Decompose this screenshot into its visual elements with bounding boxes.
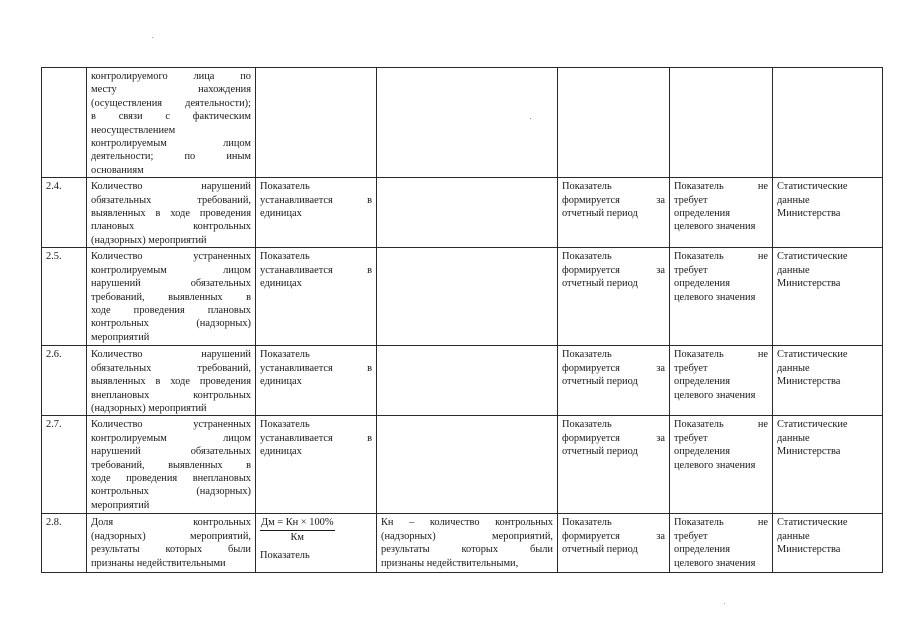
source-cell: [773, 68, 883, 178]
target-cell: [670, 178, 773, 248]
source-cell-line: Министерства: [777, 208, 841, 220]
source-cell-line: Министерства: [777, 278, 841, 290]
formula-denominator: Км: [290, 531, 305, 543]
row-number: 2.4.: [42, 178, 87, 248]
period-cell-line: формируется за: [562, 194, 665, 206]
formula-cell: [256, 514, 377, 573]
indicator-name-line: (осуществления деятельности);: [91, 97, 251, 109]
formula-numerator: Дм = Кн × 100%: [260, 516, 335, 530]
source-cell-line: Статистические: [777, 419, 848, 431]
source-cell-line: данные: [777, 264, 810, 276]
indicator-name-line: результаты которых были: [91, 544, 251, 556]
target-cell-line: целевого значения: [674, 221, 756, 233]
indicator-name-line: основаниям: [91, 164, 144, 176]
period-cell-line: формируется за: [562, 530, 665, 542]
source-cell-line: Статистические: [777, 349, 848, 361]
indicator-name-line: признаны недействительными: [91, 557, 226, 569]
table-row: [42, 178, 883, 248]
indicator-name: [87, 416, 256, 514]
indicator-name-line: ходе проведения внеплановых: [91, 472, 251, 484]
period-cell-line: отчетный период: [562, 446, 638, 458]
target-cell-line: Показатель не: [674, 181, 768, 193]
period-cell-line: формируется за: [562, 432, 665, 444]
period-cell: [558, 346, 670, 416]
table-row: [42, 68, 883, 178]
formula-cell-line: единицах: [260, 208, 302, 220]
indicator-name-line: контролируемым лицом: [91, 264, 251, 276]
indicator-name-line: внеплановых контрольных: [91, 389, 251, 401]
indicator-name-line: выявленных в ходе проведения: [91, 376, 251, 388]
indicator-name-line: контролируемым лицом: [91, 432, 251, 444]
formula-cell-line: устанавливается в: [260, 362, 372, 374]
period-cell-line: Показатель: [562, 251, 612, 263]
target-cell: [670, 346, 773, 416]
indicator-name-line: контролируемым лицом: [91, 138, 251, 150]
target-cell-line: определения: [674, 544, 731, 556]
source-cell-line: данные: [777, 194, 810, 206]
table-row: [42, 514, 883, 573]
indicator-name-line: деятельности; по иным: [91, 151, 251, 163]
indicator-name-line: контрольных (надзорных): [91, 318, 251, 330]
formula-cell: [256, 248, 377, 346]
indicator-name-line: неосуществлением: [91, 124, 176, 136]
indicator-name-line: обязательных требований,: [91, 362, 251, 374]
scan-speck: [152, 37, 153, 38]
formula-cell-line: устанавливается в: [260, 264, 372, 276]
period-cell-line: отчетный период: [562, 208, 638, 220]
indicator-name-line: (надзорных) мероприятий: [91, 402, 207, 414]
formula-cell: [256, 416, 377, 514]
row-number: 2.7.: [42, 416, 87, 514]
indicator-name-line: контрольных (надзорных): [91, 486, 251, 498]
row-number: 2.6.: [42, 346, 87, 416]
formula-cell: [256, 68, 377, 178]
source-cell-line: Министерства: [777, 544, 841, 556]
indicator-name-line: плановых контрольных: [91, 221, 251, 233]
period-cell-line: Показатель: [562, 419, 612, 431]
target-cell-line: Показатель не: [674, 349, 768, 361]
target-cell-line: определения: [674, 208, 731, 220]
source-cell-line: Статистические: [777, 251, 848, 263]
indicator-name-line: выявленных в ходе проведения: [91, 208, 251, 220]
target-cell-line: определения: [674, 446, 731, 458]
indicator-name: [87, 514, 256, 573]
source-cell: [773, 178, 883, 248]
indicator-name-line: Количество устраненных: [91, 251, 251, 263]
indicator-name-line: Доля контрольных: [91, 517, 251, 529]
indicator-name: [87, 178, 256, 248]
formula-cell-line: единицах: [260, 446, 302, 458]
comment-cell: [377, 248, 558, 346]
table-row: [42, 346, 883, 416]
comment-cell: [377, 514, 558, 573]
indicator-name-line: Количество нарушений: [91, 349, 251, 361]
period-cell-line: Показатель: [562, 349, 612, 361]
formula-cell-line: устанавливается в: [260, 432, 372, 444]
source-cell-line: данные: [777, 432, 810, 444]
period-cell: [558, 416, 670, 514]
indicator-name-line: нарушений обязательных: [91, 446, 251, 458]
target-cell-line: определения: [674, 376, 731, 388]
source-cell-line: Статистические: [777, 181, 848, 193]
source-cell: [773, 416, 883, 514]
indicator-name-line: в связи с фактическим: [91, 111, 251, 123]
formula-fraction: [260, 516, 335, 544]
formula-cell-line: Показатель: [260, 251, 310, 263]
source-cell-line: Министерства: [777, 376, 841, 388]
target-cell-line: целевого значения: [674, 557, 756, 569]
formula-cell: [256, 178, 377, 248]
formula-cell-line: единицах: [260, 376, 302, 388]
source-cell: [773, 248, 883, 346]
indicator-name-line: Количество нарушений: [91, 181, 251, 193]
comment-cell: [377, 68, 558, 178]
target-cell-line: Показатель не: [674, 419, 768, 431]
target-cell: [670, 416, 773, 514]
comment-cell-line: Кн – количество контрольных: [381, 517, 553, 529]
row-number: 2.5.: [42, 248, 87, 346]
period-cell-line: отчетный период: [562, 376, 638, 388]
target-cell-line: целевого значения: [674, 291, 756, 303]
formula-cell: [256, 346, 377, 416]
target-cell-line: требует: [674, 264, 708, 276]
target-cell: [670, 514, 773, 573]
source-cell-line: данные: [777, 362, 810, 374]
period-cell-line: Показатель: [562, 517, 612, 529]
target-cell-line: требует: [674, 530, 708, 542]
period-cell-line: отчетный период: [562, 544, 638, 556]
period-cell-line: формируется за: [562, 362, 665, 374]
target-cell: [670, 248, 773, 346]
formula-cell-line: Показатель: [260, 349, 310, 361]
scan-speck: [724, 603, 725, 604]
target-cell-line: целевого значения: [674, 459, 756, 471]
table-row: [42, 248, 883, 346]
formula-cell-line: единицах: [260, 278, 302, 290]
row-number: [42, 68, 87, 178]
comment-cell-line: признаны недействительными,: [381, 557, 519, 569]
indicator-name: [87, 346, 256, 416]
indicator-name-line: мероприятий: [91, 499, 150, 511]
indicator-name-line: месту нахождения: [91, 84, 251, 96]
indicator-name: [87, 68, 256, 178]
indicator-name-line: нарушений обязательных: [91, 278, 251, 290]
source-cell: [773, 514, 883, 573]
comment-cell-line: (надзорных) мероприятий,: [381, 530, 553, 542]
table-row: [42, 416, 883, 514]
source-cell: [773, 346, 883, 416]
indicator-name-line: (надзорных) мероприятий: [91, 234, 207, 246]
indicators-table: [41, 67, 883, 573]
target-cell-line: Показатель не: [674, 517, 768, 529]
indicator-name-line: ходе проведения плановых: [91, 304, 251, 316]
comment-cell-line: результаты которых были: [381, 544, 553, 556]
indicator-name-line: контролируемого лица по: [91, 71, 251, 82]
formula-cell-line: Показатель: [260, 419, 310, 431]
period-cell: [558, 248, 670, 346]
target-cell-line: определения: [674, 278, 731, 290]
comment-cell: [377, 346, 558, 416]
period-cell-line: Показатель: [562, 181, 612, 193]
indicator-name-line: обязательных требований,: [91, 194, 251, 206]
source-cell-line: Статистические: [777, 517, 848, 529]
target-cell-line: требует: [674, 362, 708, 374]
target-cell-line: требует: [674, 432, 708, 444]
comment-cell: [377, 178, 558, 248]
target-cell-line: требует: [674, 194, 708, 206]
indicator-name-line: мероприятий: [91, 331, 150, 343]
row-number: 2.8.: [42, 514, 87, 573]
formula-text: Показатель: [260, 550, 310, 562]
indicator-name-line: Количество устраненных: [91, 419, 251, 431]
period-cell-line: формируется за: [562, 264, 665, 276]
comment-cell: [377, 416, 558, 514]
source-cell-line: данные: [777, 530, 810, 542]
indicator-name-line: требований, выявленных в: [91, 459, 251, 471]
period-cell: [558, 178, 670, 248]
indicator-name-line: (надзорных) мероприятий,: [91, 530, 251, 542]
target-cell: [670, 68, 773, 178]
indicator-name-line: требований, выявленных в: [91, 291, 251, 303]
target-cell-line: целевого значения: [674, 389, 756, 401]
target-cell-line: Показатель не: [674, 251, 768, 263]
indicator-name: [87, 248, 256, 346]
period-cell: [558, 514, 670, 573]
formula-cell-line: устанавливается в: [260, 194, 372, 206]
period-cell: [558, 68, 670, 178]
period-cell-line: отчетный период: [562, 278, 638, 290]
formula-cell-line: Показатель: [260, 181, 310, 193]
source-cell-line: Министерства: [777, 446, 841, 458]
